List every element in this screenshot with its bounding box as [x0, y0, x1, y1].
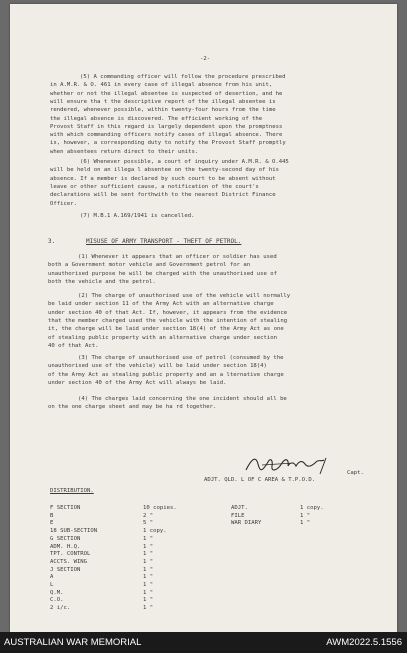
paragraph-7: (7) M.B.1 A.169/1941 is cancelled. — [80, 213, 195, 219]
section-paragraph-line: 40 of that Act. — [48, 342, 99, 349]
distribution-recipient: E — [50, 520, 54, 527]
signature-appointment: ADJT. QLD. L OF C AREA & T.P.O.D. — [204, 477, 316, 483]
distribution-recipient: FILE — [231, 512, 245, 519]
distribution-heading: DISTRIBUTION. — [50, 488, 94, 494]
section-paragraph-line: (1) Whenever it appears that an officer or soldier has used — [78, 254, 277, 260]
distribution-quantity: 1 " — [143, 574, 154, 581]
distribution-recipient: J SECTION — [50, 566, 81, 573]
section-title: MISUSE OF ARMY TRANSPORT - THEFT OF PETROL. — [86, 238, 242, 245]
paragraph-6-line: absence. If a member is declared by such court to be absent without — [50, 175, 276, 182]
distribution-quantity: 1 " — [143, 566, 154, 573]
signature-rank: Capt. — [347, 470, 364, 476]
paragraph-5-line: will ensure tha t the descriptive report of the illegal absentee is — [50, 98, 276, 105]
paragraph-6-line: will be held on an illega l absentee on the twenty-second day of his — [50, 167, 280, 174]
distribution-recipient: L — [50, 582, 54, 588]
section-paragraph-line: unauthorised purpose he will be charged with the unauthorised use of — [48, 270, 278, 277]
distribution-recipient: TPT. CONTROL — [50, 551, 91, 558]
paragraph-5-line: the illegal absence is discovered. The efficient working of the — [50, 115, 263, 122]
distribution-quantity: 1 " — [143, 551, 154, 558]
section-paragraph-line: both a Government motor vehicle and Government petrol for an — [48, 262, 251, 269]
distribution-quantity: 1 copy. — [300, 505, 324, 511]
distribution-quantity: 1 copy. — [143, 528, 167, 535]
distribution-recipient: ACCTS. WING — [50, 558, 88, 565]
section-paragraph-line: that the member charged used the vehicle with the intention of stealing — [48, 317, 288, 324]
paragraph-5-line: when absentees return direct to their units. — [50, 148, 199, 155]
distribution-recipient: G SECTION — [50, 535, 81, 542]
archive-footer — [0, 632, 407, 653]
distribution-quantity: 1 " — [143, 605, 154, 612]
section-paragraph-line: of the Army Act as stealing public property and an a lternative charge — [48, 371, 284, 378]
distribution-recipient: Q.M. — [50, 589, 64, 596]
archive-name: AUSTRALIAN WAR MEMORIAL — [4, 637, 142, 648]
paragraph-5-line: (5) A commanding officer will follow the procedure prescribed — [80, 74, 286, 80]
paragraph-6-line: declarations will be sent forthwith to the nearest District Finance — [50, 192, 276, 199]
distribution-quantity: 1 " — [300, 520, 311, 527]
section-paragraph-line: (4) The charges laid concerning the one incident should all be — [78, 396, 287, 402]
page-number: -2- — [200, 56, 211, 62]
section-paragraph-line: of stealing public property with an alternative charge under section — [48, 334, 278, 341]
distribution-recipient: F SECTION — [50, 505, 81, 511]
distribution-recipient: 18 SUB-SECTION — [50, 528, 98, 535]
distribution-quantity: 1 " — [143, 535, 154, 542]
paragraph-6-line: (6) Whenever possible, a court of inquiry under A.M.R. & O.445 — [80, 159, 289, 165]
section-paragraph-line: be laid under section 11 of the Army Act with an alternative charge — [48, 301, 274, 308]
section-number: 3. — [48, 238, 56, 245]
distribution-quantity: 1 " — [143, 582, 154, 588]
distribution-quantity: 1 " — [300, 512, 311, 519]
distribution-recipient: B — [50, 512, 54, 519]
section-paragraph-line: under section 40 of that Act. If, however, it appears from the evidence — [48, 309, 288, 316]
distribution-recipient: WAR DIARY — [231, 520, 262, 527]
distribution-recipient: A — [50, 574, 54, 581]
section-paragraph-line: it, the charge will be laid under section 18(4) of the Army Act as one — [48, 326, 284, 333]
section-paragraph-line: (2) The charge of unauthorised use of the vehicle will normally — [78, 293, 291, 299]
distribution-quantity: 2 " — [143, 512, 154, 519]
distribution-quantity: 1 " — [143, 597, 154, 604]
paragraph-5-line: rendered, whenever possible, within twenty-four hours from the time — [50, 107, 276, 114]
handwritten-signature — [242, 454, 334, 476]
distribution-recipient: C.O. — [50, 597, 64, 604]
paragraph-6-line: leave or other sufficient cause, a notification of the court's — [50, 183, 259, 190]
distribution-quantity: 5 " — [143, 520, 154, 527]
distribution-recipient: 2 i/c. — [50, 605, 71, 612]
section-paragraph-line: both the vehicle and the petrol. — [48, 278, 156, 285]
paragraph-5-line: Provost Staff in this regard is largely dependent upon the promptness — [50, 123, 283, 130]
distribution-recipient: ADM. H.Q. — [50, 543, 81, 550]
catalogue-id: AWM2022.5.1556 — [326, 637, 402, 648]
section-paragraph-line: unauthorised use of the vehicle) will be laid under section 18(4) — [48, 363, 267, 370]
paragraph-5-line: whether or not the illegal absentee is suspected of desertion, and he — [50, 90, 283, 97]
document-page — [10, 4, 397, 632]
paragraph-6-line: Officer. — [50, 200, 77, 207]
paragraph-5-line: in A.M.R. & O. 461 in every case of illegal absence from his unit, — [50, 82, 273, 89]
paragraph-5-line: with which commanding officers notify cases of illegal absence. There — [50, 132, 283, 139]
distribution-quantity: 1 " — [143, 589, 154, 596]
distribution-quantity: 1 " — [143, 558, 154, 565]
section-paragraph-line: under section 40 of the Army Act will always be laid. — [48, 379, 227, 386]
section-paragraph-line: (3) The charge of unauthorised use of petrol (consumed by the — [78, 355, 284, 361]
distribution-quantity: 10 copies. — [143, 505, 177, 511]
distribution-quantity: 1 " — [143, 543, 154, 550]
paragraph-5-line: is, however, a corresponding duty to notify the Provost Staff promptly — [50, 140, 286, 147]
section-paragraph-line: on the one charge sheet and may be ha rd together. — [48, 404, 217, 411]
distribution-recipient: ADJT. — [231, 505, 248, 511]
